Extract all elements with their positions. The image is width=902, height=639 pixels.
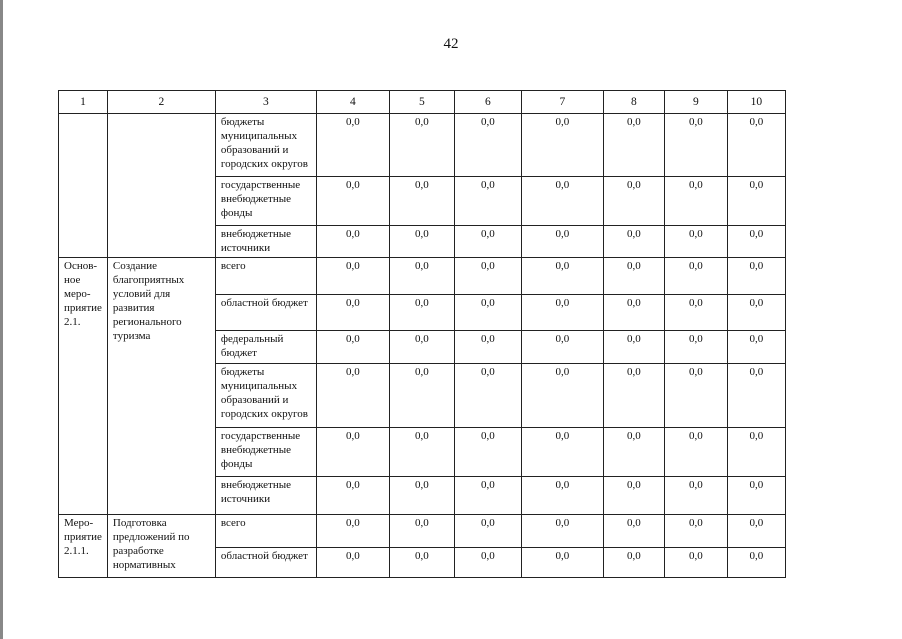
value-cell: 0,0 <box>521 428 603 477</box>
value-cell: 0,0 <box>727 515 785 548</box>
value-cell: 0,0 <box>664 258 727 295</box>
value-cell: 0,0 <box>727 177 785 226</box>
value-cell: 0,0 <box>316 428 389 477</box>
value-cell: 0,0 <box>727 477 785 515</box>
value-cell: 0,0 <box>664 226 727 258</box>
value-cell: 0,0 <box>316 226 389 258</box>
value-cell: 0,0 <box>316 177 389 226</box>
value-cell: 0,0 <box>664 295 727 331</box>
value-cell: 0,0 <box>727 295 785 331</box>
column-header: 1 <box>59 91 108 114</box>
column-header: 5 <box>389 91 454 114</box>
value-cell: 0,0 <box>727 258 785 295</box>
column-header: 2 <box>107 91 215 114</box>
funding-source-cell: бюджеты муниципальных образований и городских округов <box>215 114 316 177</box>
funding-source-cell: государственные внебюджетные фонды <box>215 428 316 477</box>
value-cell: 0,0 <box>316 331 389 364</box>
column-header: 8 <box>603 91 664 114</box>
value-cell: 0,0 <box>521 331 603 364</box>
value-cell: 0,0 <box>454 548 521 578</box>
value-cell: 0,0 <box>389 177 454 226</box>
activity-name-cell: Подготовка предложений по разработке нормативных <box>107 515 215 578</box>
column-header: 3 <box>215 91 316 114</box>
page-number: 42 <box>443 36 459 52</box>
table-row <box>59 515 786 548</box>
funding-source-cell: бюджеты муниципальных образований и городских округов <box>215 364 316 428</box>
value-cell: 0,0 <box>664 477 727 515</box>
funding-source-cell: внебюджетные источники <box>215 226 316 258</box>
value-cell: 0,0 <box>664 428 727 477</box>
value-cell: 0,0 <box>603 364 664 428</box>
funding-source-cell: федеральный бюджет <box>215 331 316 364</box>
activity-name-cell: Создание благоприятных условий для развития регионального туризма <box>107 258 215 515</box>
value-cell: 0,0 <box>727 226 785 258</box>
value-cell: 0,0 <box>389 295 454 331</box>
value-cell: 0,0 <box>664 515 727 548</box>
value-cell: 0,0 <box>389 114 454 177</box>
value-cell: 0,0 <box>389 548 454 578</box>
value-cell: 0,0 <box>454 258 521 295</box>
value-cell: 0,0 <box>727 114 785 177</box>
value-cell: 0,0 <box>389 258 454 295</box>
value-cell: 0,0 <box>316 258 389 295</box>
value-cell: 0,0 <box>389 331 454 364</box>
funding-source-cell: всего <box>215 258 316 295</box>
value-cell: 0,0 <box>316 295 389 331</box>
value-cell: 0,0 <box>603 331 664 364</box>
value-cell: 0,0 <box>389 477 454 515</box>
column-header: 4 <box>316 91 389 114</box>
value-cell: 0,0 <box>727 331 785 364</box>
table-header-row <box>59 91 786 114</box>
value-cell: 0,0 <box>603 226 664 258</box>
value-cell: 0,0 <box>389 226 454 258</box>
value-cell: 0,0 <box>316 515 389 548</box>
activity-code-cell: Меро-приятие 2.1.1. <box>59 515 108 578</box>
table-row <box>59 114 786 177</box>
budget-table <box>58 90 786 578</box>
value-cell: 0,0 <box>454 177 521 226</box>
value-cell: 0,0 <box>521 364 603 428</box>
value-cell: 0,0 <box>603 477 664 515</box>
funding-source-cell: всего <box>215 515 316 548</box>
value-cell: 0,0 <box>603 114 664 177</box>
page-edge-shadow <box>0 0 3 639</box>
activity-code-cell <box>59 114 108 258</box>
value-cell: 0,0 <box>727 364 785 428</box>
column-header: 9 <box>664 91 727 114</box>
value-cell: 0,0 <box>664 364 727 428</box>
value-cell: 0,0 <box>454 364 521 428</box>
value-cell: 0,0 <box>603 515 664 548</box>
value-cell: 0,0 <box>389 364 454 428</box>
value-cell: 0,0 <box>389 515 454 548</box>
value-cell: 0,0 <box>316 477 389 515</box>
activity-code-cell: Основ-ное меро-приятие 2.1. <box>59 258 108 515</box>
value-cell: 0,0 <box>521 477 603 515</box>
value-cell: 0,0 <box>454 515 521 548</box>
table-row <box>59 258 786 295</box>
value-cell: 0,0 <box>664 548 727 578</box>
value-cell: 0,0 <box>664 331 727 364</box>
value-cell: 0,0 <box>521 548 603 578</box>
value-cell: 0,0 <box>454 428 521 477</box>
value-cell: 0,0 <box>603 258 664 295</box>
column-header: 6 <box>454 91 521 114</box>
value-cell: 0,0 <box>521 114 603 177</box>
funding-source-cell: областной бюджет <box>215 548 316 578</box>
value-cell: 0,0 <box>454 295 521 331</box>
value-cell: 0,0 <box>454 331 521 364</box>
value-cell: 0,0 <box>603 177 664 226</box>
value-cell: 0,0 <box>521 515 603 548</box>
value-cell: 0,0 <box>521 177 603 226</box>
value-cell: 0,0 <box>603 428 664 477</box>
value-cell: 0,0 <box>389 428 454 477</box>
value-cell: 0,0 <box>521 295 603 331</box>
value-cell: 0,0 <box>521 258 603 295</box>
column-header: 7 <box>521 91 603 114</box>
value-cell: 0,0 <box>454 226 521 258</box>
value-cell: 0,0 <box>664 114 727 177</box>
value-cell: 0,0 <box>603 295 664 331</box>
value-cell: 0,0 <box>316 364 389 428</box>
activity-name-cell <box>107 114 215 258</box>
value-cell: 0,0 <box>521 226 603 258</box>
funding-source-cell: областной бюджет <box>215 295 316 331</box>
value-cell: 0,0 <box>603 548 664 578</box>
value-cell: 0,0 <box>727 428 785 477</box>
value-cell: 0,0 <box>727 548 785 578</box>
column-header: 10 <box>727 91 785 114</box>
funding-source-cell: внебюджетные источники <box>215 477 316 515</box>
funding-source-cell: государственные внебюджетные фонды <box>215 177 316 226</box>
value-cell: 0,0 <box>316 114 389 177</box>
value-cell: 0,0 <box>316 548 389 578</box>
value-cell: 0,0 <box>454 114 521 177</box>
value-cell: 0,0 <box>664 177 727 226</box>
value-cell: 0,0 <box>454 477 521 515</box>
